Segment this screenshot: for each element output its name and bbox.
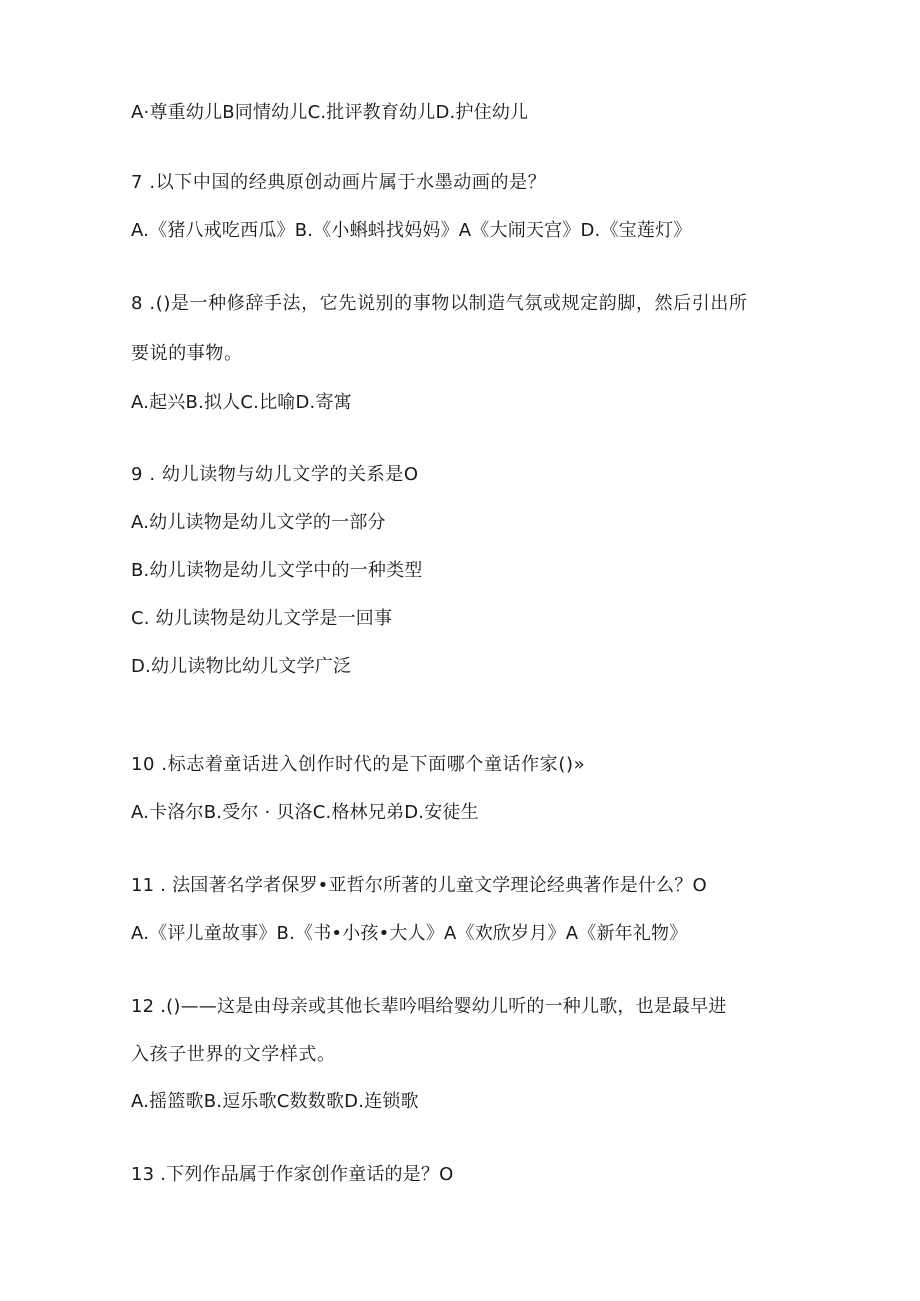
q9-option-c: C. 幼儿读物是幼儿文学是一回事 — [131, 608, 393, 629]
q9-option-a: A.幼儿读物是幼儿文学的一部分 — [131, 512, 386, 533]
q8-question-line1: 8 .()是一种修辞手法，它先说别的事物以制造气氛或规定韵脚，然后引出所 — [131, 293, 748, 314]
q7-question: 7 .以下中国的经典原创动画片属于水墨动画的是？ — [131, 172, 547, 193]
q7-options: A.《猪八戒吃西瓜》B.《小蝌蚪找妈妈》A《大闹天宫》D.《宝莲灯》 — [131, 220, 692, 241]
q9-question: 9 . 幼儿读物与幼儿文学的关系是O — [131, 464, 419, 485]
q9-option-b: B.幼儿读物是幼儿文学中的一种类型 — [131, 560, 423, 581]
q12-question-line1: 12 .()——这是由母亲或其他长辈吟唱给婴幼儿听的一种儿歌，也是最早进 — [131, 996, 727, 1017]
q8-question-line2: 要说的事物。 — [131, 343, 243, 364]
q12-question-line2: 入孩子世界的文学样式。 — [131, 1044, 336, 1065]
q6-options: A·尊重幼儿B同情幼儿C.批评教育幼儿D.护住幼儿 — [131, 102, 529, 123]
q11-question: 11 . 法国著名学者保罗•亚哲尔所著的儿童文学理论经典著作是什么？O — [131, 875, 707, 896]
q10-question: 10 .标志着童话进入创作时代的是下面哪个童话作家()» — [131, 754, 586, 775]
q11-options: A.《评儿童故事》B.《书•小孩•大人》A《欢欣岁月》A《新年礼物》 — [131, 923, 688, 944]
q10-options: A.卡洛尔B.受尔 · 贝洛C.格林兄弟D.安徒生 — [131, 802, 479, 823]
q13-question: 13 .下列作品属于作家创作童话的是？O — [131, 1164, 454, 1185]
q8-options: A.起兴B.拟人C.比喻D.寄寓 — [131, 392, 352, 413]
q9-option-d: D.幼儿读物比幼儿文学广泛 — [131, 656, 352, 677]
q12-options: A.摇篮歌B.逗乐歌C数数歌D.连锁歌 — [131, 1091, 419, 1112]
